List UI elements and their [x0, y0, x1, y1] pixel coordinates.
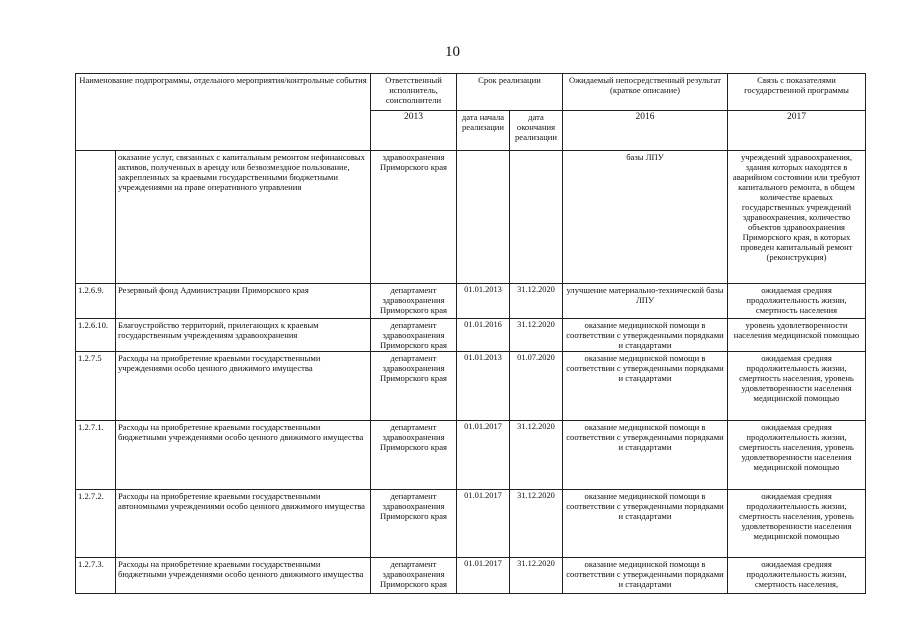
row-start-date: 01.01.2017: [457, 490, 510, 558]
row-name: Расходы на приобретение краевыми государственными бюджетными учреждениями особо ценного движимого имущества: [116, 421, 371, 490]
header-expected: Ожидаемый непосредственный результат (краткое описание): [563, 74, 728, 111]
table-row: [76, 490, 866, 558]
row-end-date: [510, 151, 563, 284]
row-start-date: 01.01.2013: [457, 352, 510, 421]
row-end-date: 31.12.2020: [510, 284, 563, 319]
table-row: [76, 319, 866, 352]
row-responsible: департамент здравоохранения Приморского края: [371, 558, 457, 594]
program-table: [75, 73, 866, 594]
table-row: [76, 151, 866, 284]
row-indicator-link: ожидаемая средняя продолжительность жизни, смертность населения, уровень удовлетворенности населения медицинской помощью: [728, 421, 866, 490]
header-2017: 2017: [728, 111, 866, 151]
row-end-date: 01.07.2020: [510, 352, 563, 421]
row-responsible: департамент здравоохранения Приморского края: [371, 490, 457, 558]
header-start-date: дата начала реализации: [457, 111, 510, 151]
row-name: Расходы на приобретение краевыми государственными автономными учреждениями особо ценного движимого имущества: [116, 490, 371, 558]
row-end-date: 31.12.2020: [510, 558, 563, 594]
row-number: 1.2.6.9.: [76, 284, 116, 319]
row-number: 1.2.7.3.: [76, 558, 116, 594]
row-indicator-link: ожидаемая средняя продолжительность жизни, смертность населения, уровень удовлетворенности населения медицинской помощью: [728, 352, 866, 421]
row-number: 1.2.7.5: [76, 352, 116, 421]
row-name: Резервный фонд Администрации Приморского края: [116, 284, 371, 319]
table-row: [76, 284, 866, 319]
row-indicator-link: ожидаемая средняя продолжительность жизни, смертность населения: [728, 284, 866, 319]
table-row: [76, 352, 866, 421]
row-indicator-link: учреждений здравоохранения, здания которых находятся в аварийном состоянии или требуют капитального ремонта, в общем количестве краевых государственных учреждений здравоохранения, количество объектов здравоохранения Приморского края, в которых проведен капитальный ремонт (реконструкция): [728, 151, 866, 284]
row-responsible: департамент здравоохранения Приморского края: [371, 319, 457, 352]
header-end-date: дата окончания реализации: [510, 111, 563, 151]
row-expected-result: оказание медицинской помощи в соответствии с утвержденными порядками и стандартами: [563, 421, 728, 490]
row-expected-result: оказание медицинской помощи в соответствии с утвержденными порядками и стандартами: [563, 558, 728, 594]
table-row: [76, 421, 866, 490]
row-end-date: 31.12.2020: [510, 319, 563, 352]
header-responsible: Ответственный исполнитель, соисполнители: [371, 74, 457, 111]
row-name: Расходы на приобретение краевыми государственными бюджетными учреждениями особо ценного движимого имущества: [116, 558, 371, 594]
row-indicator-link: ожидаемая средняя продолжительность жизни, смертность населения, уровень удовлетворенности населения медицинской помощью: [728, 490, 866, 558]
row-number: 1.2.7.1.: [76, 421, 116, 490]
row-indicator-link: ожидаемая средняя продолжительность жизни, смертность населения,: [728, 558, 866, 594]
row-responsible: департамент здравоохранения Приморского края: [371, 352, 457, 421]
row-start-date: 01.01.2013: [457, 284, 510, 319]
row-start-date: 01.01.2016: [457, 319, 510, 352]
row-expected-result: базы ЛПУ: [563, 151, 728, 284]
row-expected-result: оказание медицинской помощи в соответствии с утвержденными порядками и стандартами: [563, 490, 728, 558]
row-responsible: департамент здравоохранения Приморского края: [371, 284, 457, 319]
table-row: [76, 558, 866, 594]
row-responsible: здравоохранения Приморского края: [371, 151, 457, 284]
row-expected-result: оказание медицинской помощи в соответствии с утвержденными порядками и стандартами: [563, 352, 728, 421]
row-name: Благоустройство территорий, прилегающих к краевым государственным учреждениям здравоохранения: [116, 319, 371, 352]
row-start-date: 01.01.2017: [457, 558, 510, 594]
header-period: Срок реализации: [457, 74, 563, 111]
header-2013: 2013: [371, 111, 457, 151]
row-expected-result: оказание медицинской помощи в соответствии с утвержденными порядками и стандартами: [563, 319, 728, 352]
row-end-date: 31.12.2020: [510, 421, 563, 490]
row-name: Расходы на приобретение краевыми государственными учреждениями особо ценного движимого имущества: [116, 352, 371, 421]
page-number: 10: [445, 44, 460, 60]
row-number: [76, 151, 116, 284]
row-number: 1.2.7.2.: [76, 490, 116, 558]
row-start-date: 01.01.2017: [457, 421, 510, 490]
header-link: Связь с показателями государственной программы: [728, 74, 866, 111]
row-number: 1.2.6.10.: [76, 319, 116, 352]
row-name: оказание услуг, связанных с капитальным ремонтом нефинансовых активов, полученных в аренду или безвозмездное пользование, закрепленных за краевыми государственными бюджетными учреждениями на праве оперативного управления: [116, 151, 371, 284]
row-responsible: департамент здравоохранения Приморского края: [371, 421, 457, 490]
row-expected-result: улучшение материально-технической базы ЛПУ: [563, 284, 728, 319]
header-2016: 2016: [563, 111, 728, 151]
header-name: Наименование подпрограммы, отдельного мероприятия/контрольные события: [76, 74, 371, 151]
row-indicator-link: уровень удовлетворенности населения медицинской помощью: [728, 319, 866, 352]
row-start-date: [457, 151, 510, 284]
row-end-date: 31.12.2020: [510, 490, 563, 558]
